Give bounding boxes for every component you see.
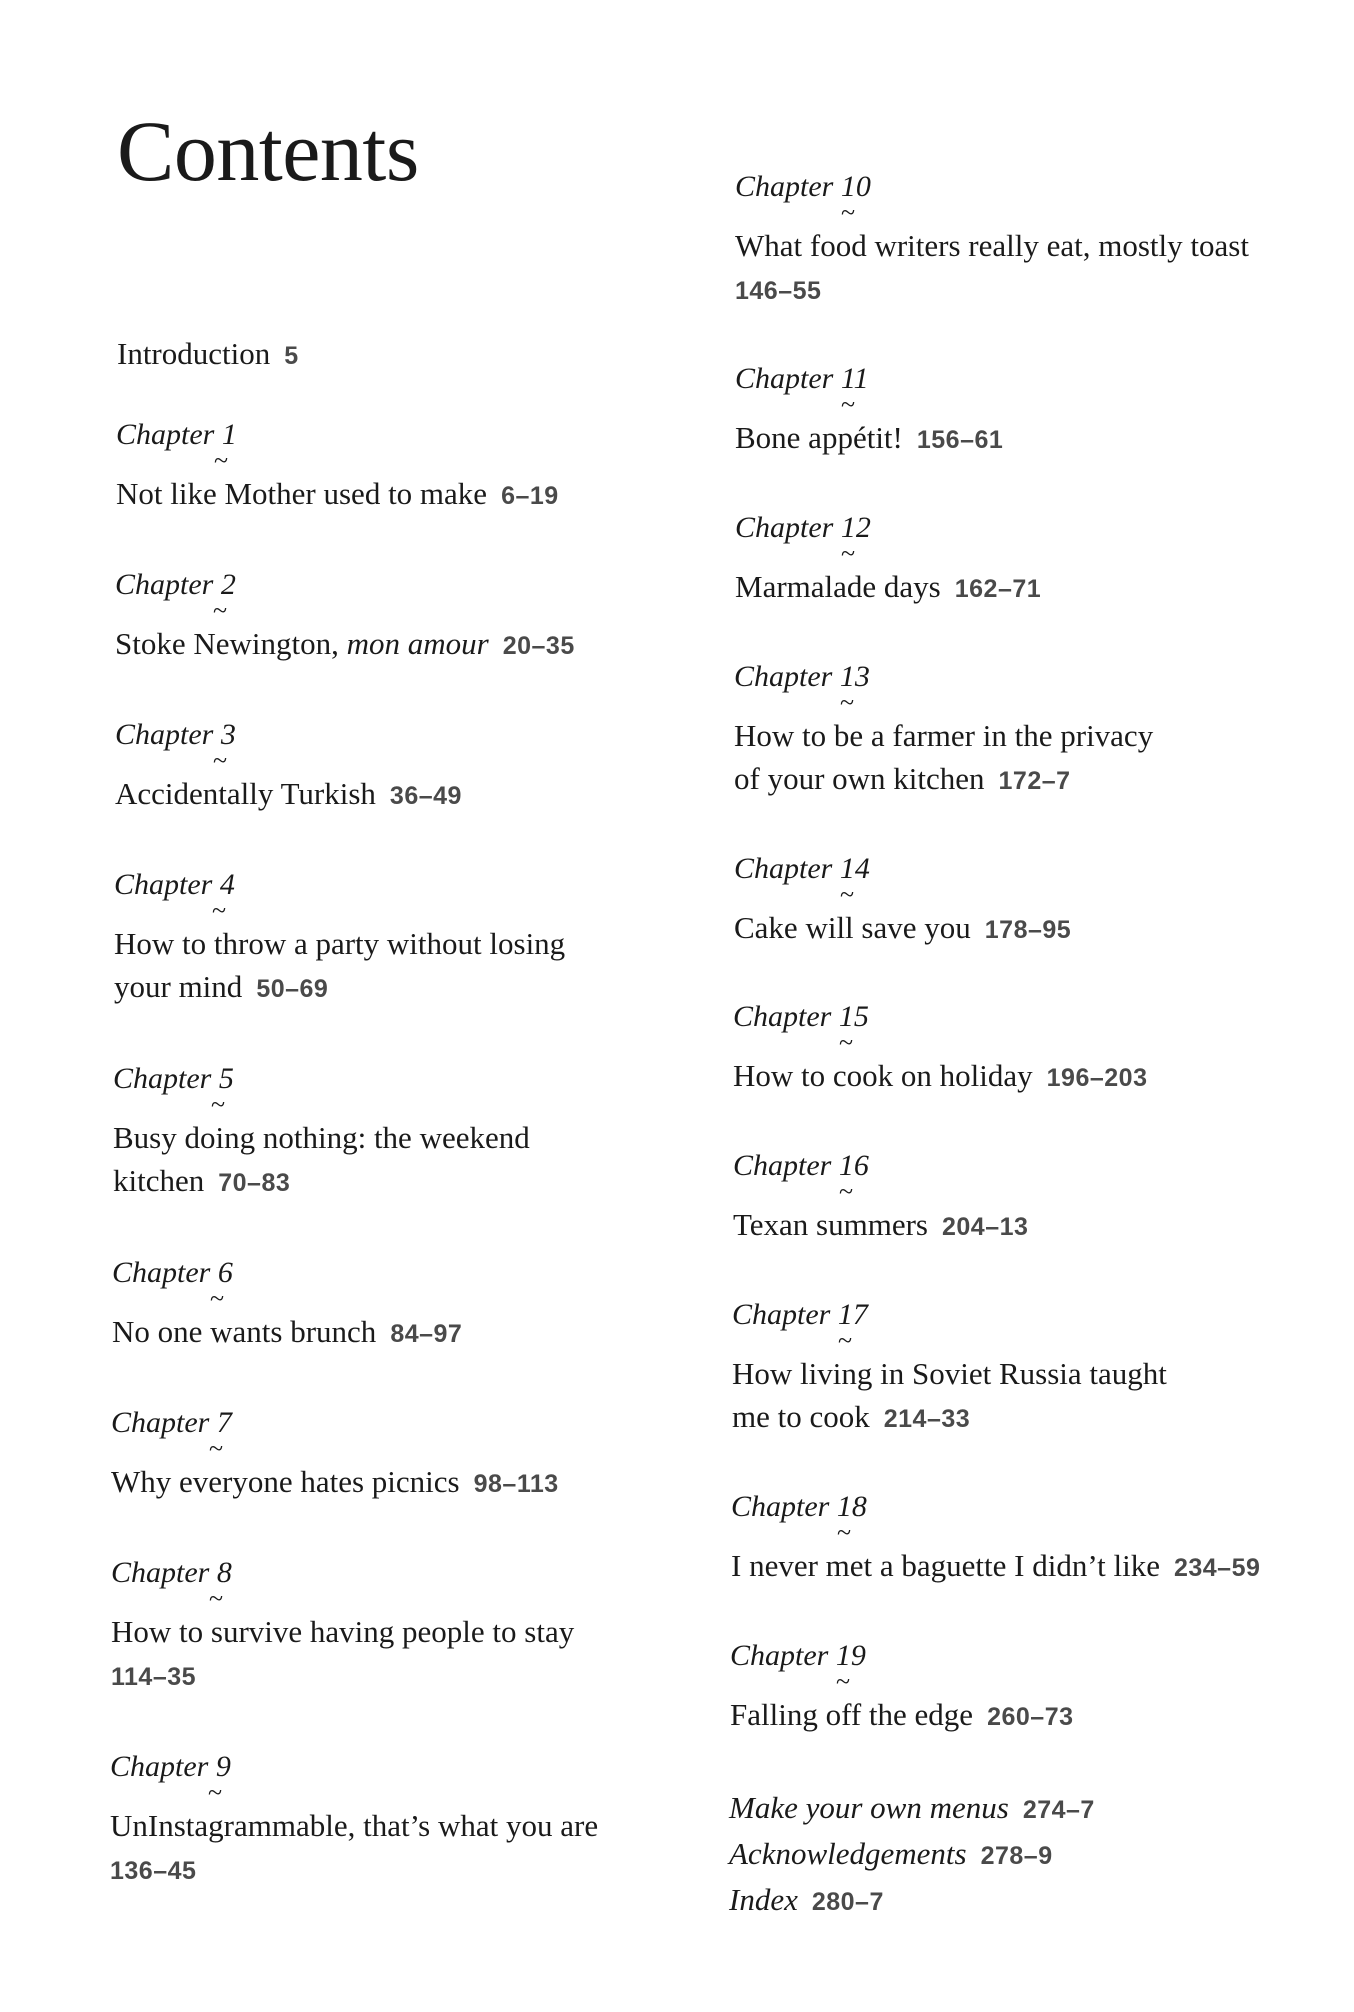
chapter-title: UnInstagrammable, that’s what you are [110, 1808, 599, 1843]
tilde-ornament: ~ [841, 390, 856, 419]
chapter-word: Chapter [735, 511, 834, 544]
tilde-ornament: ~ [210, 1284, 225, 1313]
page-range: 162–71 [954, 575, 1042, 603]
chapter-number: 1 [221, 418, 237, 451]
toc-chapter-7 [111, 1408, 559, 1506]
page-range: 50–69 [256, 975, 329, 1003]
chapter-number: 11 [840, 362, 869, 395]
toc-chapter-6 [112, 1258, 462, 1356]
chapter-word: Chapter [735, 362, 834, 395]
toc-chapter-12 [735, 513, 1041, 611]
chapter-title: Why everyone hates picnics [111, 1464, 460, 1499]
page-range: 136–45 [110, 1857, 197, 1885]
page-range: 172–7 [998, 767, 1071, 795]
page-range: 70–83 [218, 1169, 291, 1197]
toc-chapter-18 [731, 1492, 1260, 1590]
page-range: 204–13 [941, 1213, 1029, 1241]
chapter-number: 15 [838, 1000, 869, 1033]
page-range: 114–35 [111, 1663, 197, 1691]
toc-backmatter [729, 1786, 1095, 1924]
tilde-ornament: ~ [841, 198, 856, 227]
chapter-title: Stoke Newington, [115, 626, 347, 661]
toc-chapter-11 [735, 364, 1003, 462]
tilde-ornament: ~ [214, 446, 229, 475]
chapter-word: Chapter [735, 170, 834, 203]
backmatter-label: Index [729, 1882, 798, 1917]
page-range: 5 [284, 342, 299, 370]
toc-chapter-15 [733, 1002, 1147, 1100]
chapter-word: Chapter [115, 718, 214, 751]
chapter-word: Chapter [731, 1490, 830, 1523]
chapter-word: Chapter [732, 1298, 831, 1331]
page-range: 280–7 [811, 1888, 884, 1916]
toc-chapter-1 [116, 420, 559, 518]
introduction-label: Introduction [117, 336, 271, 371]
chapter-number: 6 [217, 1256, 233, 1289]
chapter-word: Chapter [111, 1406, 210, 1439]
tilde-ornament: ~ [839, 1177, 854, 1206]
chapter-title: How to survive having people to stay [111, 1614, 575, 1649]
chapter-title: How to cook on holiday [733, 1058, 1033, 1093]
toc-chapter-9 [110, 1752, 598, 1893]
toc-chapter-2 [115, 570, 575, 668]
toc-chapter-13 [734, 662, 1153, 803]
tilde-ornament: ~ [840, 688, 855, 717]
chapter-number: 18 [836, 1490, 867, 1523]
toc-chapter-14 [734, 854, 1071, 952]
toc-chapter-17 [732, 1300, 1167, 1441]
chapter-number: 4 [219, 868, 235, 901]
chapter-title-line2: of your own kitchen [734, 761, 985, 796]
tilde-ornament: ~ [836, 1667, 851, 1696]
toc-chapter-5 [113, 1064, 530, 1205]
chapter-number: 7 [216, 1406, 232, 1439]
page-range: 278–9 [980, 1842, 1053, 1870]
toc-chapter-3 [115, 720, 462, 818]
page-range: 234–59 [1173, 1554, 1261, 1582]
chapter-title: Falling off the edge [730, 1697, 974, 1732]
toc-introduction [117, 332, 299, 378]
tilde-ornament: ~ [209, 1584, 224, 1613]
page-range: 36–49 [389, 782, 462, 810]
tilde-ornament: ~ [213, 596, 228, 625]
toc-chapter-4 [114, 870, 565, 1011]
chapter-title-line2: your mind [114, 969, 243, 1004]
chapter-word: Chapter [114, 868, 213, 901]
chapter-number: 5 [218, 1062, 234, 1095]
toc-chapter-10 [735, 172, 1249, 313]
tilde-ornament: ~ [838, 1326, 853, 1355]
backmatter-label: Make your own menus [729, 1790, 1009, 1825]
chapter-title: I never met a baguette I didn’t like [731, 1548, 1160, 1583]
page-range: 146–55 [735, 277, 822, 305]
page-range: 98–113 [473, 1470, 559, 1498]
chapter-title: What food writers really eat, mostly toast [735, 228, 1249, 263]
page-range: 156–61 [916, 426, 1004, 454]
chapter-number: 16 [838, 1149, 869, 1182]
page-range: 196–203 [1046, 1064, 1148, 1092]
tilde-ornament: ~ [213, 746, 228, 775]
chapter-number: 14 [839, 852, 870, 885]
chapter-word: Chapter [110, 1750, 209, 1783]
tilde-ornament: ~ [209, 1434, 224, 1463]
chapter-word: Chapter [112, 1256, 211, 1289]
chapter-title: Texan summers [733, 1207, 928, 1242]
toc-chapter-19 [730, 1641, 1074, 1739]
chapter-title: Cake will save you [734, 910, 971, 945]
tilde-ornament: ~ [211, 1090, 226, 1119]
chapter-title: Accidentally Turkish [115, 776, 376, 811]
chapter-number: 10 [840, 170, 871, 203]
chapter-word: Chapter [111, 1556, 210, 1589]
chapter-number: 2 [220, 568, 236, 601]
chapter-number: 19 [835, 1639, 866, 1672]
chapter-title: How to be a farmer in the privacy [734, 718, 1154, 753]
page-range: 20–35 [502, 632, 575, 660]
chapter-word: Chapter [733, 1149, 832, 1182]
page-range: 178–95 [984, 916, 1072, 944]
chapter-title: How living in Soviet Russia taught [732, 1356, 1167, 1391]
chapter-title: Not like Mother used to make [116, 476, 488, 511]
chapter-number: 12 [840, 511, 871, 544]
tilde-ornament: ~ [841, 539, 856, 568]
chapter-number: 8 [216, 1556, 232, 1589]
chapter-word: Chapter [734, 852, 833, 885]
chapter-number: 3 [220, 718, 236, 751]
chapter-word: Chapter [734, 660, 833, 693]
tilde-ornament: ~ [840, 880, 855, 909]
chapter-title-line2: kitchen [113, 1163, 205, 1198]
tilde-ornament: ~ [839, 1028, 854, 1057]
chapter-title: How to throw a party without losing [114, 926, 566, 961]
chapter-title: No one wants brunch [112, 1314, 377, 1349]
chapter-number: 9 [215, 1750, 231, 1783]
chapter-title: Busy doing nothing: the weekend [113, 1120, 530, 1155]
tilde-ornament: ~ [212, 896, 227, 925]
tilde-ornament: ~ [208, 1778, 223, 1807]
page-title: Contents [117, 103, 419, 199]
toc-chapter-8 [111, 1558, 574, 1699]
page-range: 6–19 [501, 482, 559, 510]
toc-chapter-16 [733, 1151, 1028, 1249]
chapter-title-italic: mon amour [346, 626, 489, 661]
chapter-title-line2: me to cook [732, 1399, 870, 1434]
chapter-word: Chapter [730, 1639, 829, 1672]
chapter-number: 13 [839, 660, 870, 693]
tilde-ornament: ~ [837, 1518, 852, 1547]
page-range: 274–7 [1022, 1796, 1095, 1824]
chapter-number: 17 [837, 1298, 868, 1331]
chapter-word: Chapter [115, 568, 214, 601]
chapter-word: Chapter [733, 1000, 832, 1033]
page-range: 84–97 [390, 1320, 463, 1348]
chapter-word: Chapter [113, 1062, 212, 1095]
page-range: 260–73 [987, 1703, 1074, 1731]
chapter-title: Bone appétit! [735, 420, 903, 455]
chapter-title: Marmalade days [735, 569, 941, 604]
chapter-word: Chapter [116, 418, 215, 451]
backmatter-label: Acknowledgements [729, 1836, 967, 1871]
page-range: 214–33 [883, 1405, 971, 1433]
